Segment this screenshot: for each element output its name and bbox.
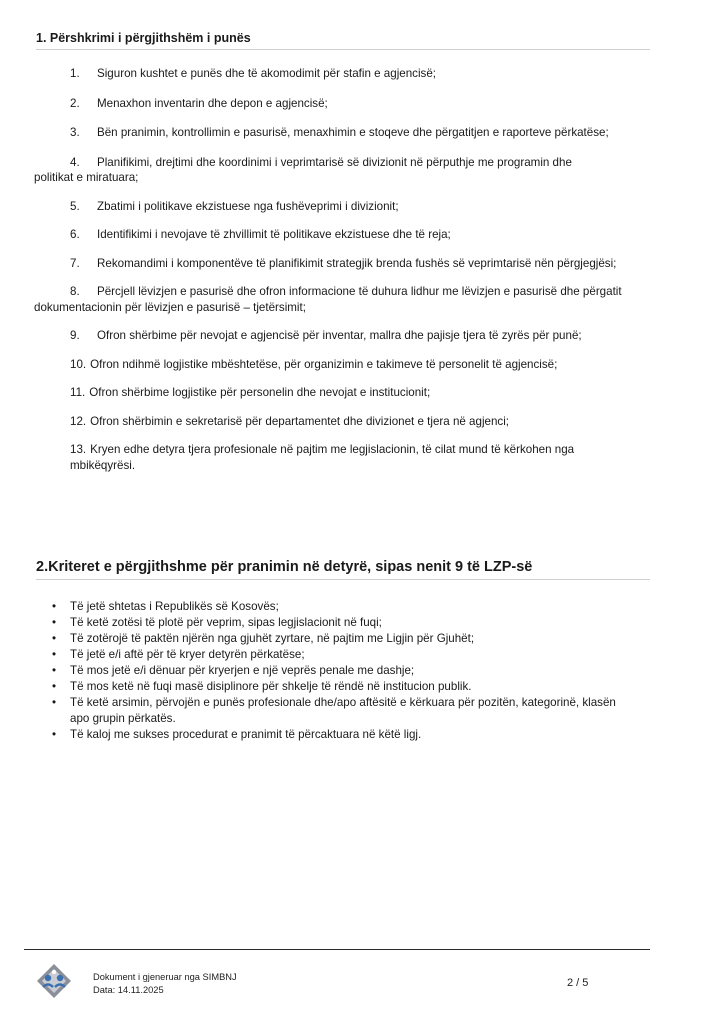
section-2-title: 2.Kriteret e përgjithshme për pranimin në detyrë, sipas nenit 9 të LZP-së xyxy=(36,559,650,580)
item-text: Të kaloj me sukses procedurat e pranimit të përcaktuara në këtë ligj. xyxy=(70,728,422,741)
list-item xyxy=(52,727,652,743)
list-item xyxy=(52,647,652,663)
item-text: Të zotërojë të paktën njërën nga gjuhët zyrtare, në pajtim me Ligjin për Gjuhët; xyxy=(70,632,475,645)
bullet-icon: • xyxy=(52,696,57,709)
item-text: Menaxhon inventarin dhe depon e agjencisë; xyxy=(97,96,328,110)
list-item xyxy=(70,199,650,215)
item-number: 7. xyxy=(70,256,80,270)
list-item xyxy=(70,328,650,344)
list-item xyxy=(70,125,650,141)
item-text-line: Kryen edhe detyra tjera profesionale në pajtim me legjislacionin, të cilat mund të kërkohen nga xyxy=(90,443,575,456)
item-text-line: Të ketë arsimin, përvojën e punës profesionale dhe/apo aftësitë e kërkuara për pozitën, kategorinë, klasën xyxy=(70,696,616,709)
item-number: 9. xyxy=(70,329,80,342)
list-item xyxy=(70,357,650,373)
item-number: 10. xyxy=(70,357,87,371)
page-number: 2 / 5 xyxy=(567,977,589,989)
item-text: Identifikimi i nevojave të zhvillimit të politikave ekzistuese dhe të reja; xyxy=(97,228,451,241)
item-text: Të mos ketë në fuqi masë disiplinore për shkelje të rëndë në institucion publik. xyxy=(70,680,472,693)
item-number: 8. xyxy=(70,285,80,298)
criteria-list xyxy=(52,599,652,743)
list-item xyxy=(52,695,652,727)
item-text-line: Planifikimi, drejtimi dhe koordinimi i veprimtarisë së divizionit në përputhje me programin dhe xyxy=(97,155,572,169)
item-text-line: politikat e miratuara; xyxy=(34,171,139,184)
list-item xyxy=(70,227,650,243)
list-item xyxy=(52,631,652,647)
list-item xyxy=(52,679,652,695)
bullet-icon: • xyxy=(52,648,57,661)
list-item xyxy=(52,663,652,679)
item-text: Ofron shërbime për nevojat e agjencisë për inventar, mallra dhe pajisje tjera të zyrës për punë; xyxy=(97,329,582,342)
item-number: 1. xyxy=(70,67,80,80)
bullet-icon: • xyxy=(52,680,57,693)
list-item xyxy=(70,442,650,473)
item-text-line: apo grupin përkatës. xyxy=(70,712,176,725)
item-text: Të jetë e/i aftë për të kryer detyrën përkatëse; xyxy=(70,648,305,661)
item-text: Ofron shërbimin e sekretarisë për departamentet dhe divizionet e tjera në agjenci; xyxy=(90,414,510,428)
item-number: 11. xyxy=(70,386,86,399)
item-text: Rekomandimi i komponentëve të planifikimit strategjik brenda fushës së veprimtarisë nën përgjegjësi; xyxy=(97,256,617,270)
bullet-icon: • xyxy=(52,728,57,741)
item-text: Të jetë shtetas i Republikës së Kosovës; xyxy=(70,600,279,613)
list-item xyxy=(34,155,650,186)
duties-list xyxy=(34,66,650,473)
item-text: Të mos jetë e/i dënuar për kryerjen e një veprës penale me dashje; xyxy=(70,664,415,677)
item-text: Zbatimi i politikave ekzistuese nga fushëveprimi i divizionit; xyxy=(97,199,399,213)
bullet-icon: • xyxy=(52,664,57,677)
generated-by-text: Dokument i gjeneruar nga SIMBNJ xyxy=(93,972,237,982)
item-number: 3. xyxy=(70,126,80,139)
list-item xyxy=(34,284,650,315)
list-item xyxy=(70,414,650,430)
item-text-line: dokumentacionin për lëvizjen e pasurisë – tjetërsimit; xyxy=(34,300,306,314)
item-text-line: mbikëqyrësi. xyxy=(70,458,136,472)
item-number: 4. xyxy=(70,155,80,169)
item-text: Ofron ndihmë logjistike mbështetëse, për organizimin e takimeve të personelit të agjencisë; xyxy=(90,357,558,371)
item-text: Siguron kushtet e punës dhe të akomodimit për stafin e agjencisë; xyxy=(97,67,436,80)
item-text: Të ketë zotësi të plotë për veprim, sipas legjislacionit në fuqi; xyxy=(70,616,382,629)
list-item xyxy=(70,66,650,82)
list-item xyxy=(70,96,650,112)
item-number: 12. xyxy=(70,414,87,428)
item-number: 5. xyxy=(70,199,80,213)
list-item xyxy=(70,385,650,401)
list-item xyxy=(70,256,650,272)
list-item xyxy=(52,615,652,631)
item-number: 13. xyxy=(70,443,87,456)
section-1-title: 1. Përshkrimi i përgjithshëm i punës xyxy=(36,31,650,50)
list-item xyxy=(52,599,652,615)
item-text-line: Përcjell lëvizjen e pasurisë dhe ofron informacione të duhura lidhur me lëvizjen e pasurisë dhe përgatit xyxy=(97,285,622,298)
generated-date: Data: 14.11.2025 xyxy=(93,985,164,995)
item-text: Bën pranimin, kontrollimin e pasurisë, menaxhimin e stoqeve dhe përgatitjen e raporteve përkatëse; xyxy=(97,126,609,139)
bullet-icon: • xyxy=(52,600,57,613)
bullet-icon: • xyxy=(52,632,57,645)
footer-divider xyxy=(24,949,650,950)
simbnj-logo-icon xyxy=(36,963,72,999)
footer-info xyxy=(93,971,237,997)
item-text: Ofron shërbime logjistike për personelin dhe nevojat e institucionit; xyxy=(89,386,431,399)
item-number: 2. xyxy=(70,96,80,110)
bullet-icon: • xyxy=(52,616,57,629)
item-number: 6. xyxy=(70,228,80,241)
